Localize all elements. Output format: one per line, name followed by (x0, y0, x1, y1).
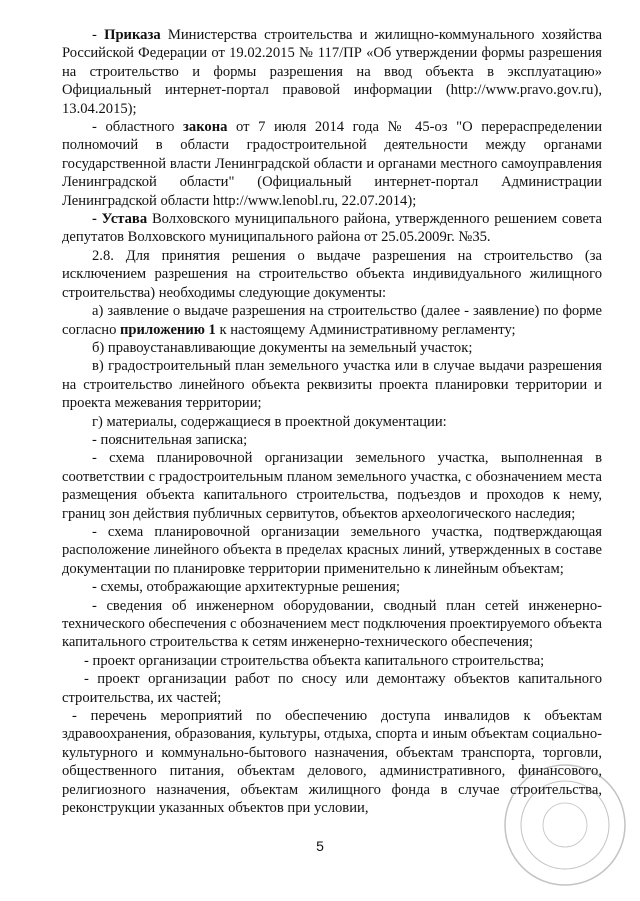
paragraph-prikaz: - Приказа Министерства строительства и жилищно-коммунального хозяйства Российской Федерации от 19.02.2015 № 117/ПР «Об утверждении формы разрешения на строительство и формы разрешения на ввод объекта в эксплуатацию» Официальный интернет-портал правовой информации (http://www.pravo.gov.ru), 13.04.2015); (62, 27, 602, 117)
paragraph-item-b: б) правоустанавливающие документы на земельный участок; (92, 339, 473, 356)
list-item: - сведения об инженерном оборудовании, сводный план сетей инженерно-технического обеспечения с обозначением мест подключения проектируемого объекта капитального строительства к сетям инженерно-технического обеспечения; (62, 597, 602, 651)
document-body (62, 26, 602, 817)
list-item: - схема планировочной организации земельного участка, подтверждающая расположение линейного объекта в пределах красных линий, утвержденных в составе документации по планировке территории применительно к линейным объектам; (62, 523, 602, 577)
paragraph-2-8: 2.8. Для принятия решения о выдаче разрешения на строительство (за исключением разрешения на строительство объекта индивидуального жилищного строительства) необходимы следующие документы: (62, 247, 602, 301)
paragraph-oblast-law: - областного закона от 7 июля 2014 года № 45-оз "О перераспределении полномочий в области градостроительной деятельности между органами государственной власти Ленинградской области и органами местного самоуправления Ленинградской области" (Официальный интернет-портал Администрации Ленинградской области http://www.lenobl.ru, 22.07.2014); (62, 119, 603, 209)
bold-term: - Устава (92, 211, 148, 228)
paragraph-item-v: в) градостроительный план земельного участка или в случае выдачи разрешения на строительство линейного объекта реквизиты проекта планировки территории и проекта межевания территории; (62, 358, 602, 412)
paragraph-item-g: г) материалы, содержащиеся в проектной документации: (92, 413, 447, 430)
paragraph-item-a: а) заявление о выдаче разрешения на строительство (далее - заявление) по форме согласно приложению 1 к настоящему Административному регламенту; (62, 303, 602, 338)
list-item: - схемы, отображающие архитектурные решения; (92, 579, 400, 596)
list-item: - проект организации работ по сносу или демонтажу объектов капитального строительства, их частей; (62, 671, 602, 706)
list-item: - перечень мероприятий по обеспечению доступа инвалидов к объектам здравоохранения, образования, культуры, отдыха, спорта и иным объектам социально-культурного и коммунально-бытового назначения, объектам транспорта, торговли, общественного питания, объектам делового, административного, финансового, религиозного назначения, объектам жилищного фонда в случае строительства, реконструкции указанных объектов при условии, (62, 708, 602, 817)
list-item: - проект организации строительства объекта капитального строительства; (84, 652, 545, 669)
bold-term: закона (183, 119, 228, 136)
paragraph-ustav: - Устава Волховского муниципального района, утвержденного решением совета депутатов Волховского муниципального района от 25.05.2009г. №35. (62, 211, 602, 246)
list-item: - пояснительная записка; (92, 431, 248, 448)
bold-term: приложению 1 (120, 321, 216, 338)
bold-term: Приказа (104, 27, 161, 43)
page-number: 5 (316, 838, 324, 854)
list-item: - схема планировочной организации земельного участка, выполненная в соответствии с градостроительным планом земельного участка, с обозначением места размещения объекта капитального строительства, подъездов и проходов к нему, границ зон действия публичных сервитутов, объектов археологического наследия; (62, 450, 602, 522)
